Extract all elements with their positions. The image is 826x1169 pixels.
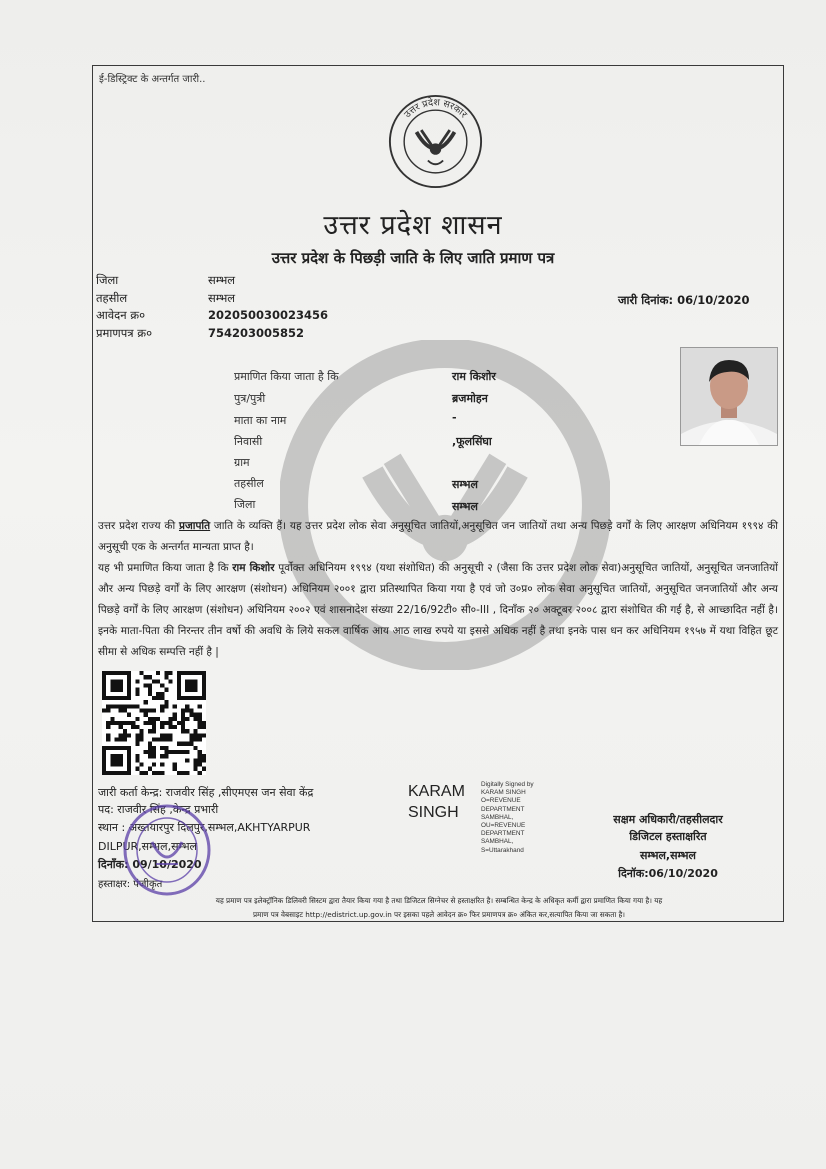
verification-qr-code — [102, 671, 206, 775]
application-label: आवेदन क्र० — [96, 308, 146, 322]
authority-signed: डिजिटल हस्ताक्षरित — [629, 830, 707, 843]
digital-signature-details — [481, 781, 561, 855]
ds-line: SAMBHAL, — [481, 838, 514, 846]
issuing-center: जारी कर्ता केन्द्र: राजवीर सिंह ,सीएमएस जन सेवा केंद्र — [98, 786, 314, 799]
ds-line: KARAM SINGH — [481, 789, 526, 797]
certified-label: प्रमाणित किया जाता है कि — [234, 370, 339, 383]
center-stamp — [122, 802, 212, 898]
ds-line: O=REVENUE — [481, 797, 521, 805]
para1-text-a: उत्तर प्रदेश राज्य की — [98, 520, 179, 532]
ds-line: DEPARTMENT — [481, 805, 525, 813]
mother-name: - — [452, 411, 457, 424]
ds-line: S=Uttarakhand — [481, 846, 524, 854]
footer-line-1: यह प्रमाण पत्र इलेक्ट्रॉनिक डिलिवरी सिस्टम द्वारा तैयार किया गया है तथा डिजिटल सिग्नेचर से हस्ताक्षरित है। सम्बन्धित केन्द्र के अधिकृत कर्मी द्वारा प्रमाणित किया गया है। यह — [215, 896, 663, 905]
creamy-layer-statement — [98, 558, 778, 663]
father-name: ब्रजमोहन — [452, 392, 488, 405]
svg-text:उत्तर प्रदेश सरकार — [402, 96, 470, 121]
district-label: जिला — [96, 273, 119, 287]
footer-line-2: प्रमाण पत्र वेबसाइट http://edistrict.up.gov.in पर इसका पहले आवेदन क्र० फिर प्रमाणपत्र क्र० अंकित कर,सत्यापित किया जा सकता है। — [252, 910, 626, 919]
certificate-subtitle: उत्तर प्रदेश के पिछड़ी जाति के लिए जाति प्रमाण पत्र — [271, 249, 555, 267]
emblem-text: उत्तर प्रदेश सरकार — [402, 97, 469, 121]
issuer-date: दिनाँक: 09/10/2020 — [98, 858, 202, 871]
page-title: उत्तर प्रदेश शासन — [323, 210, 503, 241]
para1-text-b: जाति के व्यक्ति हैं। यह उत्तर प्रदेश लोक सेवा अनुसूचित जातियों,अनुसूचित जन जातियों तथा अन्य पिछड़े वर्गों के लिए आरक्षण अधिनियम १९९४ की अनुसूची एक के अन्तर्गत मान्यता प्राप्त है। — [98, 520, 778, 553]
issued-under-note: ई-डिस्ट्रिक्ट के अन्तर्गत जारी.. — [99, 74, 206, 85]
ds-line: Digitally Signed by — [481, 781, 534, 788]
caste-statement — [98, 516, 778, 558]
authority-place: सम्भल,सम्भल — [639, 849, 697, 862]
ds-line: SAMBHAL, — [481, 813, 514, 821]
certificate-label: प्रमाणपत्र क्र० — [96, 326, 153, 340]
child-of-label: पुत्र/पुत्री — [234, 392, 266, 405]
village-label: ग्राम — [234, 456, 250, 469]
digital-signer-name — [408, 781, 465, 823]
district-value: सम्भल — [208, 273, 236, 287]
mother-label: माता का नाम — [234, 414, 287, 427]
issue-place-2: DILPUR,सम्भल,सम्भल — [98, 840, 198, 853]
person-district-value: सम्भल — [452, 500, 478, 513]
caste-name: प्रजापति — [178, 520, 211, 532]
authority-title: सक्षम अधिकारी/तहसीलदार — [613, 813, 723, 826]
para2-text-b: पूर्वोक्त अधिनियम १९९४ (यथा संशोधित) की अनुसूची २ (जैसा कि उत्तर प्रदेश लोक सेवा)अनुसूचित जातियों, अनुसूचित जनजातियों और अन्य पिछड़े वर्गों के लिए आरक्षण (संशोधन) अधिनियम २००१ द्वारा प्रतिस्थापित किया गया है एवं जो उ०प्र० लोक सेवा अनुसूचित जातियों, अनुसूचित जनजातियों और अन्य पिछड़े वर्गों के लिए आरक्षण (संशोधन) अधिनियम २००२ एवं शासनादेश संख्या 22/16/92टी० सी०-III , दिनाँक २० अक्टूबर २००८ द्वारा संशोधित की गई है, से आच्छादित नहीं है।इनके माता-पिता की निरन्तर तीन वर्षो की अवधि के लिये सकल वार्षिक आय आठ लाख रुपये या इससे अधिक नहीं है तथा इनके पास धन कर अधिनियम १९५७ में यथा विहित छूट सीमा से अधिक सम्पत्ति नहीं है | — [98, 562, 778, 658]
issuer-signature: हस्ताक्षर: पंजीकृत — [98, 879, 163, 890]
person-tehsil-label: तहसील — [234, 477, 264, 490]
authority-date: दिनॉक:06/10/2020 — [618, 867, 718, 880]
signer-name-line2: SINGH — [408, 804, 459, 821]
para2-name: राम किशोर — [232, 562, 275, 574]
signer-name-line1: KARAM — [408, 783, 465, 800]
certificate-number: 754203005852 — [208, 326, 305, 340]
application-number: 202050030023456 — [208, 308, 329, 322]
resident-value: ,फूलसिंघा — [452, 435, 492, 448]
applicant-name: राम किशोर — [452, 370, 496, 383]
para2-text-a: यह भी प्रमाणित किया जाता है कि — [98, 562, 233, 574]
up-govt-emblem — [388, 94, 483, 189]
tehsil-value: सम्भल — [208, 291, 236, 305]
verification-footer — [96, 894, 782, 922]
person-tehsil-value: सम्भल — [452, 478, 478, 491]
issue-date: जारी दिनांक: 06/10/2020 — [618, 293, 750, 307]
issue-place: स्थान : अख्तयारपुर दिलपुर,सम्भल,AKHTYARPUR — [98, 821, 311, 834]
person-district-label: जिला — [234, 498, 256, 511]
applicant-photo — [680, 347, 778, 446]
ds-line: OU=REVENUE — [481, 822, 526, 830]
issuer-post: पद: राजवीर सिंह ,केन्द्र प्रभारी — [98, 803, 219, 816]
resident-label: निवासी — [234, 435, 263, 448]
tehsil-label: तहसील — [96, 291, 128, 305]
ds-line: DEPARTMENT — [481, 830, 525, 838]
